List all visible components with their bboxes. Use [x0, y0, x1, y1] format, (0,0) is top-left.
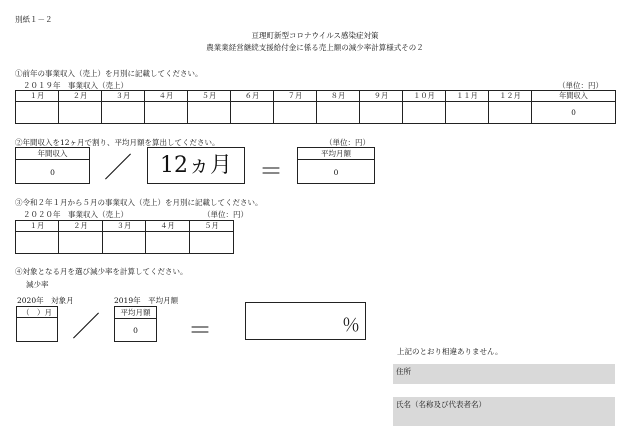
s1-value-cell[interactable] [59, 102, 102, 124]
name-label: 氏名（名称及び代表者名） [396, 400, 486, 409]
s1-header-cell: ８月 [317, 91, 360, 102]
name-field[interactable] [393, 397, 615, 426]
divisor-12-months: 12ヵ月 [147, 147, 245, 184]
target-month-box [16, 306, 58, 342]
division-slash: ／ [104, 151, 133, 184]
section1-unit: （単位：円） [558, 81, 603, 90]
avg-2019-caption: 2019年 平均月額 [114, 296, 179, 305]
s1-value-cell[interactable] [16, 102, 59, 124]
section1-subtitle: ２０１９年 事業収入（売上） [23, 81, 128, 90]
s1-value-cell[interactable] [231, 102, 274, 124]
section3-unit: （単位：円） [203, 210, 248, 219]
s1-value-cell[interactable] [188, 102, 231, 124]
s1-value-cell[interactable] [145, 102, 188, 124]
section3-table [15, 220, 234, 254]
s1-header-cell: ２月 [59, 91, 102, 102]
reduction-slash: ／ [72, 310, 101, 343]
annual-income-box [15, 147, 90, 184]
s3-header-cell: ４月 [146, 221, 190, 232]
percent-sign: ％ [342, 315, 360, 336]
s1-header-cell: ４月 [145, 91, 188, 102]
reduction-rate-label: 減少率 [26, 280, 49, 289]
section4-instruction: ④対象となる月を選び減少率を計算してください。 [15, 267, 188, 276]
section2-unit: （単位：円） [325, 138, 370, 147]
target-month-caption: 2020年 対象月 [17, 296, 74, 305]
s1-header-cell: １月 [16, 91, 59, 102]
s1-header-cell: １２月 [489, 91, 532, 102]
equals-sign: ＝ [259, 157, 283, 185]
s3-value-cell[interactable] [146, 232, 190, 254]
average-monthly-label: 平均月額 [298, 148, 374, 160]
s3-header-cell: １月 [16, 221, 59, 232]
title-line-1: 亘理町新型コロナウイルス感染症対策 [251, 31, 379, 40]
s1-header-cell: ７月 [274, 91, 317, 102]
address-field[interactable] [393, 364, 615, 384]
section3-subtitle: ２０２０年 事業収入（売上） [23, 210, 128, 219]
title-line-2: 農業業経営継続支援給付金に係る売上額の減少率計算様式その２ [206, 43, 424, 52]
reduction-equals: ＝ [188, 316, 212, 344]
avg-2019-value[interactable]: 0 [133, 326, 138, 335]
s1-header-cell: 年間収入 [532, 91, 616, 102]
s1-value-cell[interactable] [102, 102, 145, 124]
s1-header-cell: ５月 [188, 91, 231, 102]
section3-instruction: ③令和２年１月から５月の事業収入（売上）を月別に記載してください。 [15, 198, 263, 207]
s1-value-cell[interactable] [317, 102, 360, 124]
annual-income-label: 年間収入 [16, 148, 89, 160]
s3-header-cell: ３月 [103, 221, 146, 232]
s1-value-cell[interactable] [403, 102, 446, 124]
target-month-label[interactable]: （ ）月 [17, 307, 57, 318]
s3-header-cell: ５月 [190, 221, 234, 232]
s3-value-cell[interactable] [59, 232, 103, 254]
s1-header-cell: ３月 [102, 91, 145, 102]
section2-instruction: ②年間収入を12ヶ月で割り、平均月額を算出してください。 [15, 138, 220, 147]
s1-header-cell: ６月 [231, 91, 274, 102]
s3-value-cell[interactable] [190, 232, 234, 254]
s3-value-cell[interactable] [16, 232, 59, 254]
s1-value-cell[interactable] [360, 102, 403, 124]
s3-value-cell[interactable] [103, 232, 146, 254]
s1-value-cell[interactable] [446, 102, 489, 124]
section1-instruction: ①前年の事業収入（売上）を月別に記載してください。 [15, 69, 203, 78]
reduction-rate-result-box[interactable] [245, 302, 366, 340]
s1-header-cell: １０月 [403, 91, 446, 102]
s1-header-cell: １１月 [446, 91, 489, 102]
s1-value-cell[interactable] [274, 102, 317, 124]
s1-value-cell[interactable] [489, 102, 532, 124]
avg-2019-label: 平均月額 [115, 307, 156, 319]
s1-header-cell: ９月 [360, 91, 403, 102]
average-monthly-value[interactable]: 0 [333, 168, 339, 177]
s1-annual-value[interactable]: 0 [532, 102, 616, 124]
address-label: 住所 [396, 367, 411, 376]
section1-table [15, 90, 616, 124]
certification-statement: 上記のとおり相違ありません。 [397, 347, 503, 356]
form-id: 別紙１－２ [15, 15, 53, 24]
average-monthly-box [297, 147, 375, 184]
avg-2019-box [114, 306, 157, 342]
s3-header-cell: ２月 [59, 221, 103, 232]
annual-income-value[interactable]: 0 [50, 168, 55, 177]
